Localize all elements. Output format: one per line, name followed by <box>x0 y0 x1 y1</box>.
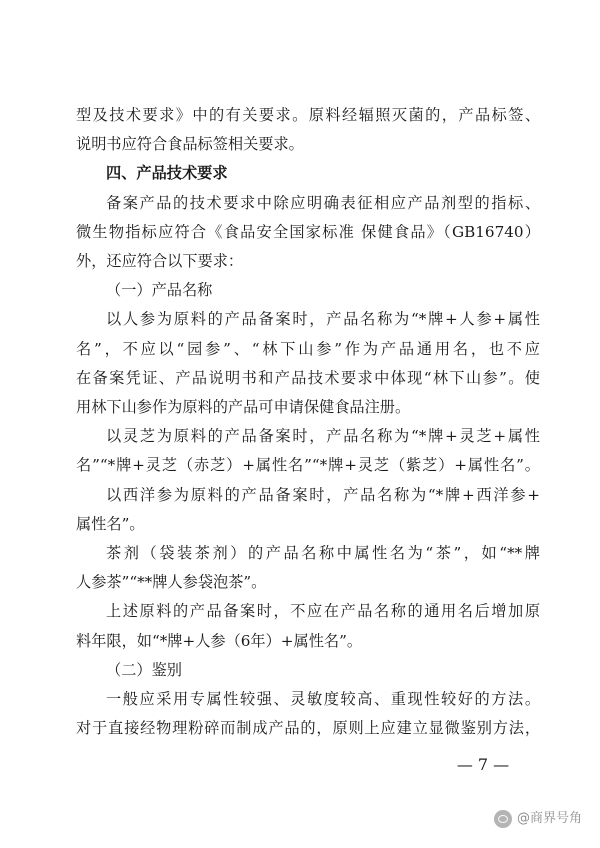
body-text-line: 微生物指标应符合《食品安全国家标准 保健食品》（GB16740） <box>76 222 540 241</box>
body-text-line: 备案产品的技术要求中除应明确表征相应产品剂型的指标、 <box>106 193 540 212</box>
body-text-line: 对于直接经物理粉碎而制成产品的，原则上应建立显微鉴别方法， <box>76 719 540 738</box>
body-text-line: 人参茶”“**牌人参袋泡茶”。 <box>76 573 267 592</box>
body-text-line: 料年限，如“*牌+人参（6年）+属性名”。 <box>76 631 363 650</box>
body-text-line: 以灵芝为原料的产品备案时，产品名称为“*牌+灵芝+属性 <box>106 427 540 446</box>
body-text-line: 一般应采用专属性较强、灵敏度较高、重现性较好的方法。 <box>106 690 540 708</box>
body-text-line: 上述原料的产品备案时，不应在产品名称的通用名后增加原 <box>106 602 540 621</box>
watermark-text: @商界号角 <box>516 811 582 826</box>
body-text-line: 属性名”。 <box>76 514 145 533</box>
body-text-line: 名”，不应以“园参”、“林下山参”作为产品通用名，也不应 <box>76 339 540 358</box>
body-text-line: 外，还应符合以下要求： <box>76 252 244 270</box>
section-heading: 四、产品技术要求 <box>106 164 228 183</box>
body-text-line: 型及技术要求》中的有关要求。原料经辐照灭菌的，产品标签、 <box>76 106 540 124</box>
body-text-line: 茶剂（袋装茶剂）的产品名称中属性名为“茶”，如“**牌 <box>106 544 540 562</box>
page-number: — 7 — <box>456 755 510 774</box>
watermark <box>494 808 582 830</box>
body-text-line: 以西洋参为原料的产品备案时，产品名称为“*牌+西洋参+ <box>106 485 540 504</box>
watermark-logo-icon <box>494 810 512 828</box>
subsection-heading: （二）鉴别 <box>106 660 182 679</box>
subsection-heading: （一）产品名称 <box>106 281 213 300</box>
body-text-line: 名”“*牌+灵芝（赤芝）+属性名”“*牌+灵芝（紫芝）+属性名”。 <box>76 456 540 475</box>
body-text-line: 以人参为原料的产品备案时，产品名称为“*牌+人参+属性 <box>106 310 540 329</box>
body-text-line: 说明书应符合食品标签相关要求。 <box>76 135 304 154</box>
body-text-line: 在备案凭证、产品说明书和产品技术要求中体现“林下山参”。使 <box>76 368 540 387</box>
body-text-line: 用林下山参作为原料的产品可申请保健食品注册。 <box>76 398 411 416</box>
